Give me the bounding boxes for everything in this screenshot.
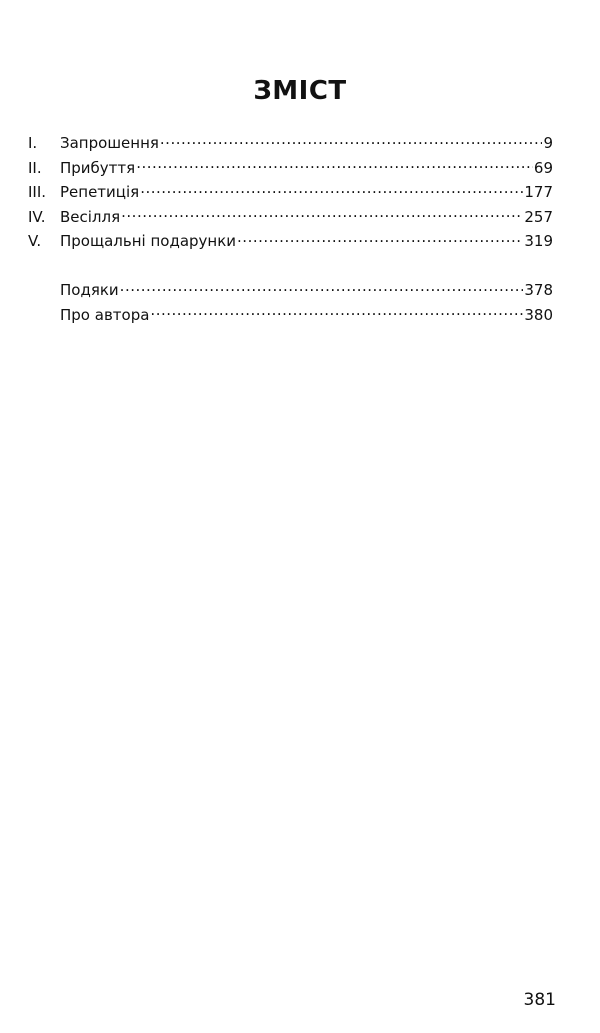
toc-entry-acknowledgements	[28, 278, 553, 303]
toc-entry-chapter-2	[28, 156, 553, 181]
toc-entry-chapter-3	[28, 180, 553, 205]
toc-entry-about-author	[28, 303, 553, 328]
chapter-number: II.	[28, 158, 42, 177]
entry-title: Про автора	[60, 305, 150, 324]
toc-entry-chapter-1	[28, 131, 553, 156]
chapter-title: Прощальні подарунки	[60, 232, 237, 250]
dot-leader	[140, 182, 523, 197]
page-number: 177	[524, 183, 553, 201]
dot-leader	[237, 231, 523, 246]
page-number: 380	[524, 305, 553, 324]
chapter-title: Репетиція	[60, 183, 140, 201]
page-number: 9	[543, 134, 553, 152]
chapter-number: I.	[28, 134, 38, 152]
chapter-title: Прибуття	[60, 158, 136, 177]
dot-leader	[120, 280, 524, 295]
chapter-number: III.	[28, 183, 47, 201]
table-of-contents	[28, 131, 553, 254]
chapter-title: Весілля	[60, 207, 121, 226]
folio-page-number: 381	[523, 990, 556, 1010]
toc-entry-chapter-5	[28, 229, 553, 254]
page-number: 257	[524, 207, 553, 226]
entry-title: Подяки	[60, 281, 119, 299]
page-number: 69	[533, 158, 553, 177]
back-matter-list	[28, 278, 553, 327]
page-number: 319	[524, 232, 553, 250]
chapter-number: IV.	[28, 207, 46, 226]
page-number: 378	[524, 281, 553, 299]
dot-leader	[150, 305, 523, 320]
dot-leader	[160, 133, 543, 148]
toc-entry-chapter-4	[28, 205, 553, 230]
dot-leader	[136, 158, 533, 173]
dot-leader	[121, 207, 523, 222]
page-title: ЗМІСТ	[253, 76, 347, 106]
chapter-number: V.	[28, 232, 42, 250]
chapter-title: Запрошення	[60, 134, 159, 152]
